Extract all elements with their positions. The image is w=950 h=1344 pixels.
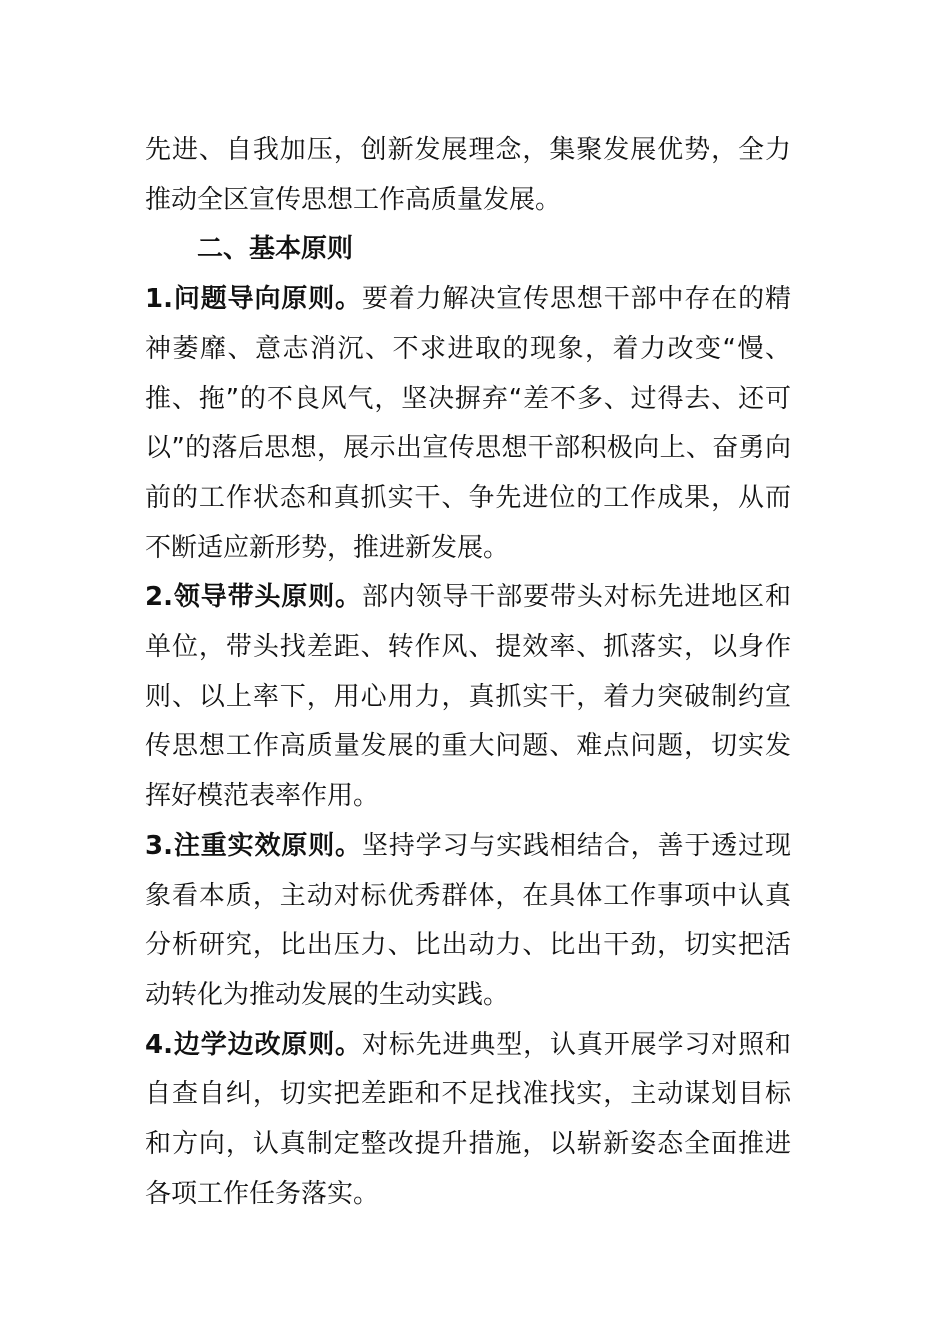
principle-title-4: 4.边学边改原则。 <box>145 1029 362 1060</box>
principle-paragraph-3 <box>145 822 791 1021</box>
document-body <box>145 126 791 1219</box>
principle-paragraph-4 <box>145 1021 791 1220</box>
principle-paragraph-1 <box>145 275 791 573</box>
principle-paragraph-2 <box>145 573 791 822</box>
principle-body-1: 要着力解决宣传思想干部中存在的精神萎靡、意志消沉、不求进取的现象，着力改变“慢、推、拖”的不良风气，坚决摒弃“差不多、过得去、还可以”的落后思想，展示出宣传思想干部积极向上、奋勇向前的工作状态和真抓实干、争先进位的工作成果，从而不断适应新形势，推进新发展。 <box>145 284 791 563</box>
principle-title-3: 3.注重实效原则。 <box>145 830 362 861</box>
section-heading: 二、基本原则 <box>197 234 354 265</box>
principle-body-2: 部内领导干部要带头对标先进地区和单位，带头找差距、转作风、提效率、抓落实，以身作则、以上率下，用心用力，真抓实干，着力突破制约宣传思想工作高质量发展的重大问题、难点问题，切实发挥好模范表率作用。 <box>145 582 791 812</box>
principle-title-1: 1.问题导向原则。 <box>145 284 362 315</box>
principle-title-2: 2.领导带头原则。 <box>145 582 362 613</box>
principle-body-4: 对标先进典型，认真开展学习对照和自查自纠，切实把差距和不足找准找实，主动谋划目标和方向，认真制定整改提升措施，以崭新姿态全面推进各项工作任务落实。 <box>145 1029 791 1209</box>
intro-paragraph: 先进、自我加压，创新发展理念，集聚发展优势，全力推动全区宣传思想工作高质量发展。 <box>145 135 791 215</box>
principle-body-3: 坚持学习与实践相结合，善于透过现象看本质，主动对标优秀群体，在具体工作事项中认真分析研究，比出压力、比出动力、比出干劲，切实把活动转化为推动发展的生动实践。 <box>145 830 791 1010</box>
